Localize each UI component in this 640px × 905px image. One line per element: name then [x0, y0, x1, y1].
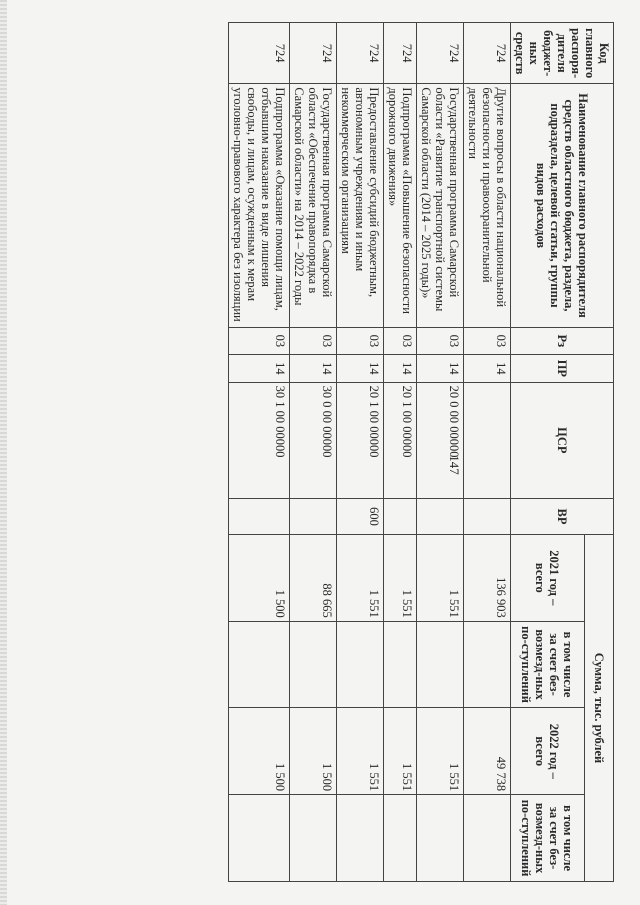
- cell-csr: 20 1 00 00000: [337, 382, 384, 498]
- header-2021-total: 2021 год – всего: [511, 534, 585, 621]
- cell-vr: [384, 499, 417, 535]
- cell-kod: 724: [464, 23, 511, 84]
- cell-2021-total: 1 500: [229, 534, 290, 621]
- cell-vr: [229, 499, 290, 535]
- header-pr: ПР: [511, 355, 614, 383]
- cell-name: Государственная программа Самарской области «Обеспечение правопорядка в Самарской области» на 2014 – 2022 годы: [290, 84, 337, 327]
- table-row: [464, 23, 511, 882]
- cell-rz: 03: [384, 327, 417, 355]
- page-number: 147: [447, 455, 462, 475]
- cell-vr: 600: [337, 499, 384, 535]
- cell-vr: [290, 499, 337, 535]
- cell-rz: 03: [290, 327, 337, 355]
- header-rz: Рз: [511, 327, 614, 355]
- cell-pr: 14: [417, 355, 464, 383]
- header-csr: ЦСР: [511, 382, 614, 498]
- header-2021-free: в том числе за счет без-возмезд-ных по-ступлений: [511, 621, 585, 708]
- cell-kod: 724: [384, 23, 417, 84]
- cell-rz: 03: [229, 327, 290, 355]
- cell-2022-total: 1 551: [337, 708, 384, 795]
- cell-kod: 724: [337, 23, 384, 84]
- scan-edge: [0, 0, 7, 905]
- cell-2022-free: [229, 795, 290, 882]
- table-row: [229, 23, 290, 882]
- cell-2022-total: 1 500: [290, 708, 337, 795]
- cell-vr: [464, 499, 511, 535]
- cell-kod: 724: [417, 23, 464, 84]
- header-name: Наименование главного распорядителя средств областного бюджета, раздела, подраздела, целевой статьи, группы видов расходов: [511, 84, 614, 327]
- cell-vr: [417, 499, 464, 535]
- cell-csr: [464, 382, 511, 498]
- header-2022-free: в том числе за счет без-возмезд-ных по-ступлений: [511, 795, 585, 882]
- cell-pr: 14: [464, 355, 511, 383]
- cell-2021-total: 88 665: [290, 534, 337, 621]
- cell-2022-free: [290, 795, 337, 882]
- cell-name: Подпрограмма «Повышение безопасности дорожного движения»: [384, 84, 417, 327]
- cell-kod: 724: [229, 23, 290, 84]
- cell-pr: 14: [384, 355, 417, 383]
- budget-table: [228, 22, 614, 882]
- cell-pr: 14: [337, 355, 384, 383]
- cell-rz: 03: [464, 327, 511, 355]
- cell-pr: 14: [290, 355, 337, 383]
- cell-csr: 30 1 00 00000: [229, 382, 290, 498]
- header-row-1: [585, 23, 614, 882]
- cell-2021-free: [417, 621, 464, 708]
- cell-2022-total: 1 500: [229, 708, 290, 795]
- header-2022-total: 2022 год – всего: [511, 708, 585, 795]
- cell-2021-free: [337, 621, 384, 708]
- cell-name: Государственная программа Самарской области «Развитие транспортной системы Самарской области (2014 – 2025 годы)»: [417, 84, 464, 327]
- cell-name: Подпрограмма «Оказание помощи лицам, отбывшим наказание в виде лишения свободы, и лицам, осужденным к мерам уголовно-правового характера без изоляции: [229, 84, 290, 327]
- cell-kod: 724: [290, 23, 337, 84]
- table-row: [337, 23, 384, 882]
- cell-2021-total: 1 551: [337, 534, 384, 621]
- cell-csr: 30 0 00 00000: [290, 382, 337, 498]
- cell-2022-total: 1 551: [384, 708, 417, 795]
- cell-2021-free: [464, 621, 511, 708]
- cell-2022-free: [417, 795, 464, 882]
- cell-rz: 03: [337, 327, 384, 355]
- cell-2021-free: [290, 621, 337, 708]
- header-kod: Код главного распоря-дителя бюджет-ных средств: [511, 23, 614, 84]
- cell-pr: 14: [229, 355, 290, 383]
- cell-2022-free: [464, 795, 511, 882]
- cell-2022-total: 49 738: [464, 708, 511, 795]
- header-vr: ВР: [511, 499, 614, 535]
- cell-rz: 03: [417, 327, 464, 355]
- cell-csr: 20 0 00 00000: [417, 382, 464, 498]
- table-row: [290, 23, 337, 882]
- table-row: [417, 23, 464, 882]
- cell-2021-total: 1 551: [384, 534, 417, 621]
- table-row: [384, 23, 417, 882]
- cell-2021-free: [384, 621, 417, 708]
- table-body: [229, 23, 511, 882]
- rotated-table-container: [164, 22, 614, 882]
- cell-2022-free: [384, 795, 417, 882]
- cell-2022-total: 1 551: [417, 708, 464, 795]
- cell-2021-total: 136 903: [464, 534, 511, 621]
- cell-2021-free: [229, 621, 290, 708]
- cell-2021-total: 1 551: [417, 534, 464, 621]
- cell-csr: 20 1 00 00000: [384, 382, 417, 498]
- header-sum-group: Сумма, тыс. рублей: [585, 534, 614, 881]
- cell-2022-free: [337, 795, 384, 882]
- cell-name: Предоставление субсидий бюджетным, автономным учреждениям и иным некоммерческим организациям: [337, 84, 384, 327]
- cell-name: Другие вопросы в области национальной безопасности и правоохранительной деятельности: [464, 84, 511, 327]
